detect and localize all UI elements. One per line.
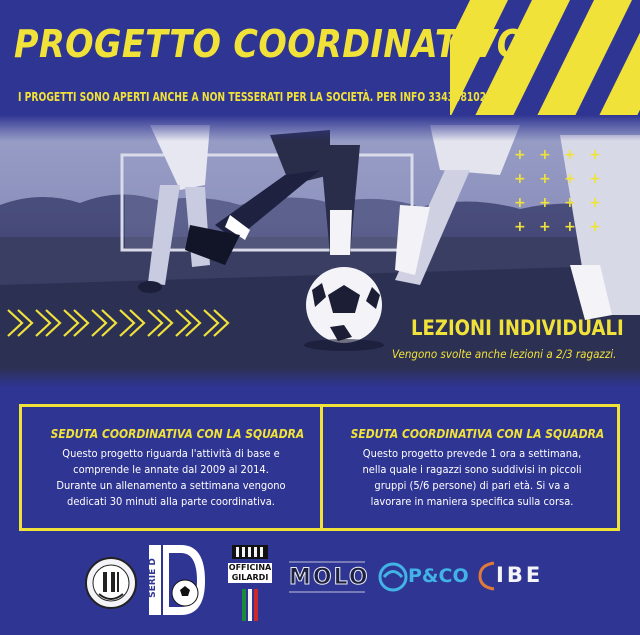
info-line: gruppi (5/6 persone) di pari età. Si va a xyxy=(374,479,570,492)
info-column-body xyxy=(30,446,312,510)
info-column-body xyxy=(330,446,614,510)
molo-logo xyxy=(289,559,370,595)
officina-label: OFFICINA GILARDI xyxy=(228,563,272,582)
header xyxy=(0,0,640,122)
info-line: Durante un allenamento a settimana vengono xyxy=(56,479,286,492)
pco-label: P&CO xyxy=(408,565,469,587)
lessons-title: LEZIONI INDIVIDUALI xyxy=(411,316,624,340)
ibe-label: IBE xyxy=(496,563,544,587)
officina-gilardi-logo xyxy=(228,545,272,621)
info-column-right xyxy=(330,423,614,510)
page-subtitle: I PROGETTI SONO APERTI ANCHE A NON TESSERATI PER LA SOCIETÀ. PER INFO 3343481025 xyxy=(18,89,493,104)
info-line: dedicati 30 minuti alla parte coordinativa. xyxy=(67,495,275,508)
page-title: PROGETTO COORDINATIVO xyxy=(14,22,526,66)
sponsors-bar xyxy=(0,531,640,635)
chevron-arrows-decoration xyxy=(6,306,246,340)
info-line: Questo progetto riguarda l'attività di base e xyxy=(62,447,280,460)
pco-logo xyxy=(378,559,470,595)
info-divider xyxy=(320,404,323,531)
serie-d-label: SERIE D xyxy=(148,558,158,598)
info-line: nella quale i ragazzi sono suddivisi in piccoli xyxy=(362,463,582,476)
club-crest-logo xyxy=(85,554,137,612)
molo-label: MOLO xyxy=(289,565,370,590)
info-column-left xyxy=(30,423,312,510)
info-line: comprende le annate dal 2009 al 2014. xyxy=(73,463,269,476)
info-column-title: SEDUTA COORDINATIVA CON LA SQUADRA xyxy=(350,426,605,441)
info-line: Questo progetto prevede 1 ora a settimana, xyxy=(362,447,582,460)
info-column-title: SEDUTA COORDINATIVA CON LA SQUADRA xyxy=(50,426,305,441)
ibe-logo xyxy=(476,557,560,595)
serie-d-logo xyxy=(147,539,207,625)
lessons-caption: Vengono svolte anche lezioni a 2/3 ragazzi. xyxy=(392,347,617,361)
poster: PROGETTO COORDINATIVO I PROGETTI SONO APERTI ANCHE A NON TESSERATI PER LA SOCIETÀ. PER INFO 3343481025 + + + + + + + + + + + + + + + + LEZIONI INDIVIDUALI Vengono svolte anche lezioni a 2/3 ragazzi. SEDUTA COORDINATIVA CON LA SQUADRA Questo progetto riguarda l'attività di base e comprende le annate dal 2009 al 2014. Durante un allenamento a settimana vengono dedicati 30 minuti alla parte coordinativa. SEDUTA COORDINATIVA CON LA SQUADRA Questo progetto prevede 1 ora a settimana, nella quale i ragazzi sono suddivisi in piccoli gruppi (5/6 persone) di pari età. Si va a lavorare in maniera specifica sulla corsa. SERIE D OFFICINA GILARDI MOLO P&CO IBE xyxy=(0,0,640,635)
info-line: lavorare in maniera specifica sulla corsa. xyxy=(370,495,574,508)
